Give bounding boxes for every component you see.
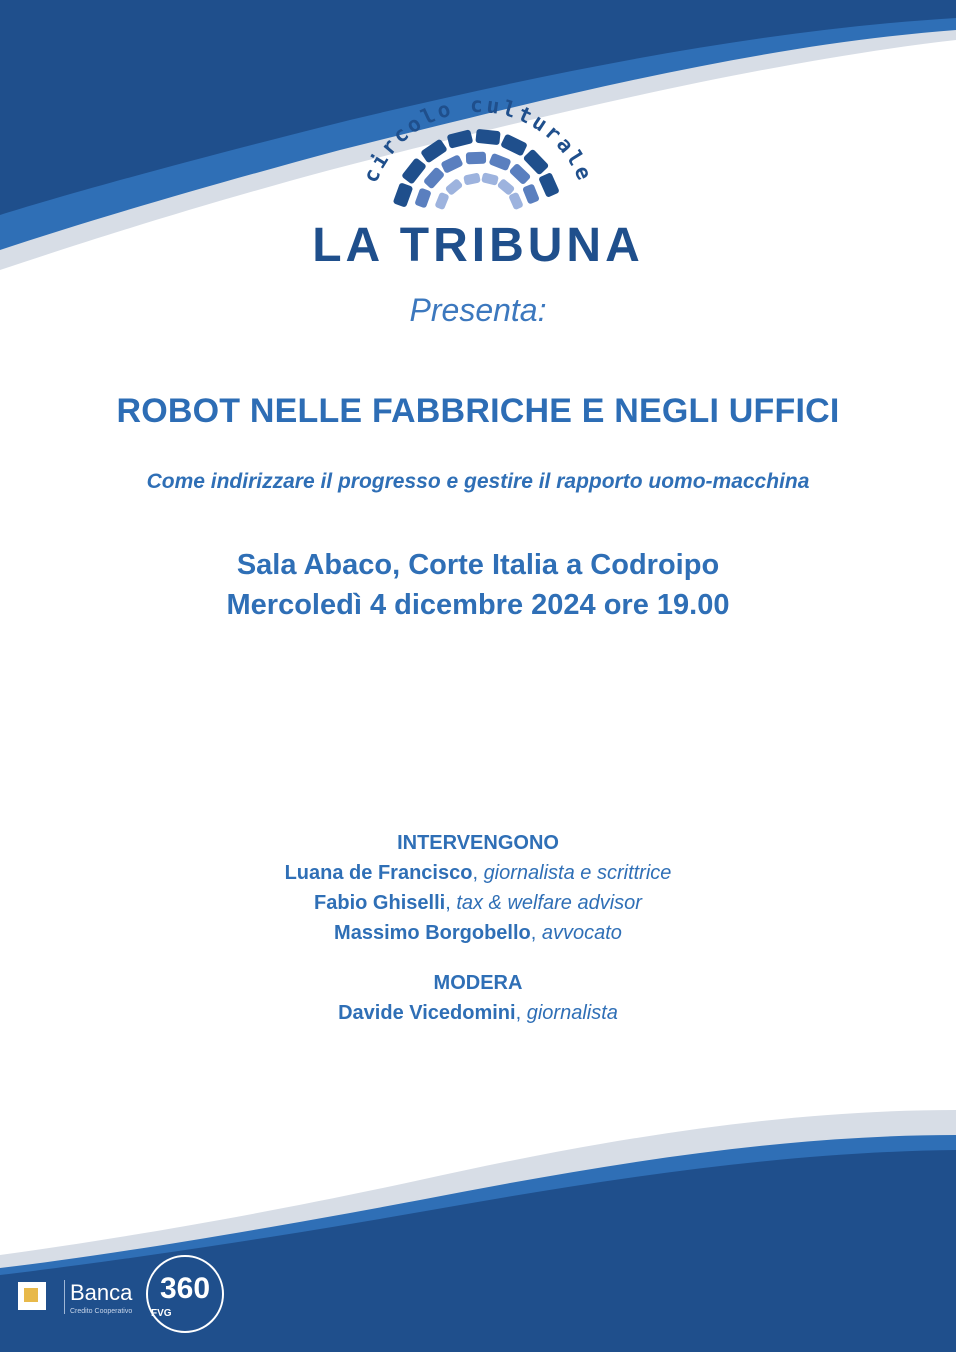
speaker-name: Luana de Francisco (284, 862, 473, 884)
sponsor-number: 360 (159, 1272, 211, 1305)
event-title: ROBOT NELLE FABBRICHE E NEGLI UFFICI (116, 392, 840, 430)
speaker-row: Massimo Borgobello, avvocato (334, 922, 622, 944)
svg-text:circolo culturale: circolo culturale (358, 93, 598, 187)
speakers-block (0, 828, 956, 1028)
speaker-row: Luana de Francisco, giornalista e scrittrice (284, 862, 672, 884)
venue-place: Sala Abaco, Corte Italia a Codroipo (236, 549, 720, 581)
speaker-role: giornalista e scrittrice (483, 862, 672, 884)
speakers-heading: INTERVENGONO (397, 832, 559, 854)
speaker-role: tax & welfare advisor (456, 892, 642, 914)
event-subtitle: Come indirizzare il progresso e gestire il rapporto uomo-macchina (146, 470, 810, 493)
sponsor-small-text: Credito Cooperativo (70, 1308, 133, 1315)
bank-square-icon (18, 1282, 46, 1310)
moderator-role: giornalista (526, 1002, 618, 1024)
moderator-name: Davide Vicedomini (338, 1002, 516, 1024)
la-tribuna-logo-name: LA TRIBUNA (312, 219, 644, 272)
speaker-role: avvocato (541, 922, 622, 944)
la-tribuna-logo-arch (330, 80, 626, 230)
venue-block (0, 545, 956, 625)
sponsor-banca: Banca (70, 1280, 133, 1305)
speaker-name: Massimo Borgobello (334, 922, 531, 944)
speaker-name: Fabio Ghiselli (314, 892, 446, 914)
speaker-row: Fabio Ghiselli, tax & welfare advisor (314, 892, 642, 914)
presenta-label: Presenta: (409, 292, 547, 328)
sponsor-logo (16, 1252, 246, 1332)
sponsor-region: FVG (151, 1308, 172, 1319)
moderator-row: Davide Vicedomini, giornalista (338, 1002, 618, 1024)
venue-date: Mercoledì 4 dicembre 2024 ore 19.00 (226, 589, 730, 621)
moderator-heading: MODERA (433, 972, 523, 994)
